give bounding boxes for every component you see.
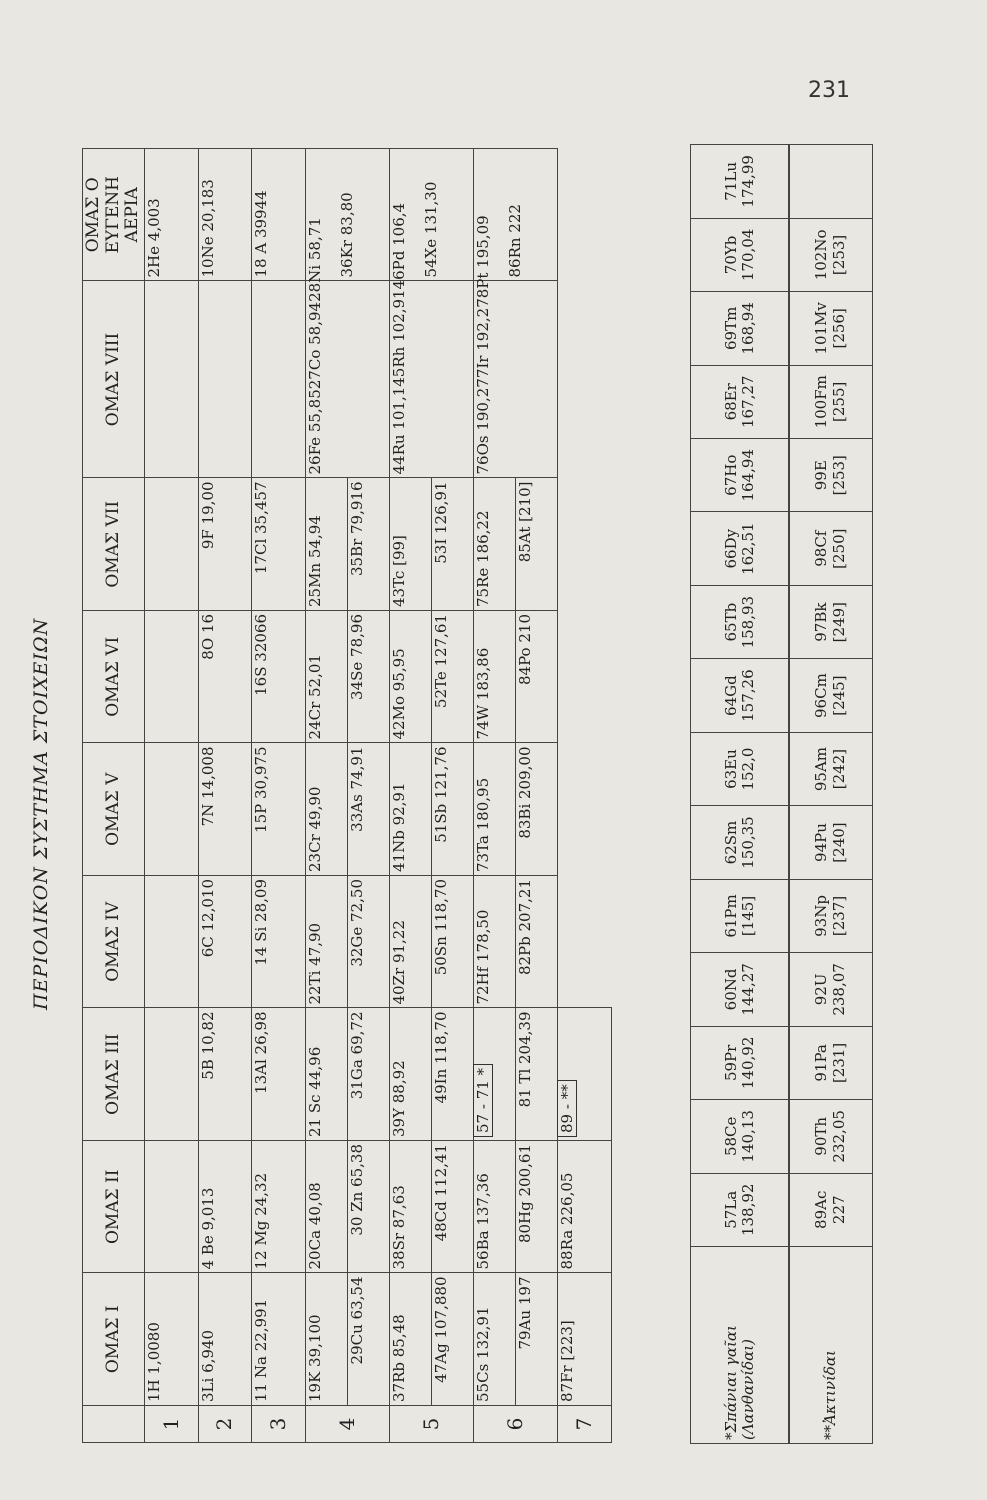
- element-cell: 83Bi 209,00: [516, 743, 558, 876]
- group-1-header: ΟΜΑΣ I: [83, 1273, 145, 1406]
- element-cell: 94Pu [240]: [789, 806, 873, 879]
- element-cell: 63Eu 152,0: [691, 732, 790, 805]
- element-cell: 36Kr 83,80: [306, 149, 390, 282]
- element-cell: 50Sn 118,70: [432, 876, 474, 1009]
- element-cell: 9F 19,00: [198, 478, 252, 611]
- actinides-table: [788, 144, 873, 1444]
- element-cell: 54Xe 131,30: [390, 149, 474, 282]
- element-cell: 70Yb 170,04: [691, 218, 790, 291]
- group-7-header: ΟΜΑΣ VII: [83, 478, 145, 611]
- element-cell: 100Fm [255]: [789, 365, 873, 438]
- element-cell: 30 Zn 65,38: [348, 1141, 390, 1274]
- element-cell: 39Y 88,92: [390, 1008, 432, 1141]
- period-header: [83, 1406, 145, 1443]
- element-cell: 99E [253]: [789, 439, 873, 512]
- element-cell: 21 Sc 44,96: [306, 1008, 348, 1141]
- element-cell: 8O 16: [198, 611, 252, 744]
- element-cell: [474, 1008, 516, 1141]
- element-cell: 6C 12,010: [198, 876, 252, 1009]
- element-cell: 98Cf [250]: [789, 512, 873, 585]
- group-2-header: ΟΜΑΣ II: [83, 1141, 145, 1274]
- element-cell: 84Po 210: [516, 611, 558, 744]
- element-cell: 101Mv [256]: [789, 292, 873, 365]
- element-cell: 67Ho 164,94: [691, 439, 790, 512]
- group-0-header: ΟΜΑΣ Ο ΕΥΓΕΝΗ ΑΕΡΙΑ: [83, 149, 145, 282]
- element-cell: 95Am [242]: [789, 732, 873, 805]
- element-cell: 12 Mg 24,32: [252, 1141, 306, 1274]
- table-row: [252, 149, 306, 1443]
- element-cell: 60Nd 144,27: [691, 953, 790, 1026]
- element-cell: 15P 30,975: [252, 743, 306, 876]
- element-cell: 37Rb 85,48: [390, 1273, 432, 1406]
- element-cell: 49In 118,70: [432, 1008, 474, 1141]
- element-cell: 41Nb 92,91: [390, 743, 432, 876]
- element-cell: 102No [253]: [789, 218, 873, 291]
- element-cell: 48Cd 112,41: [432, 1141, 474, 1274]
- table-row: [789, 145, 873, 1444]
- element-cell: 5B 10,82: [198, 1008, 252, 1141]
- table-row: [144, 149, 198, 1443]
- lanthanides-table: [690, 144, 790, 1444]
- element-cell: 14 Si 28,09: [252, 876, 306, 1009]
- element-cell: 23Cr 49,90: [306, 743, 348, 876]
- table-row: [198, 149, 252, 1443]
- element-cell: 65Tb 158,93: [691, 585, 790, 658]
- element-cell: 69Tm 168,94: [691, 292, 790, 365]
- element-cell: 40Zr 91,22: [390, 876, 432, 1009]
- element-cell: 58Ce 140,13: [691, 1100, 790, 1173]
- group-3-header: ΟΜΑΣ III: [83, 1008, 145, 1141]
- element-cell: 33As 74,91: [348, 743, 390, 876]
- element-cell: 18 A 39944: [252, 149, 306, 282]
- table-row: [306, 149, 348, 1443]
- actinides-label: **Ἀκτινίδαι: [789, 1247, 873, 1444]
- period-label: 5: [390, 1406, 474, 1443]
- element-cell: 56Ba 137,36: [474, 1141, 516, 1274]
- element-cell: 74W 183,86: [474, 611, 516, 744]
- element-cell: 10Ne 20,183: [198, 149, 252, 282]
- element-cell: 19K 39,100: [306, 1273, 348, 1406]
- element-cell: 96Cm [245]: [789, 659, 873, 732]
- element-cell: 53I 126,91: [432, 478, 474, 611]
- element-cell: 29Cu 63,54: [348, 1273, 390, 1406]
- group-4-header: ΟΜΑΣ IV: [83, 876, 145, 1009]
- element-cell: 22Ti 47,90: [306, 876, 348, 1009]
- lanthanides-label: *Σπάνιαι γαῖαι (Λανθανίδαι): [691, 1247, 790, 1444]
- period-label: 3: [252, 1406, 306, 1443]
- periodic-table: [82, 148, 612, 1443]
- period-label: 6: [474, 1406, 558, 1443]
- element-cell: 90Th 232,05: [789, 1100, 873, 1173]
- page-number: 231: [808, 78, 850, 103]
- group-6-header: ΟΜΑΣ VI: [83, 611, 145, 744]
- element-cell: 87Fr [223]: [558, 1273, 612, 1406]
- element-cell: 85At [210]: [516, 478, 558, 611]
- element-cell: 3Li 6,940: [198, 1273, 252, 1406]
- element-cell: 4 Be 9,013: [198, 1141, 252, 1274]
- period-label: 2: [198, 1406, 252, 1443]
- element-cell: 61Pm [145]: [691, 879, 790, 952]
- element-cell: 91Pa [231]: [789, 1026, 873, 1099]
- actinide-ref-box: 89 - **: [557, 1080, 577, 1137]
- element-cell: 72Hf 178,50: [474, 876, 516, 1009]
- element-cell: 75Re 186,22: [474, 478, 516, 611]
- element-cell: 80Hg 200,61: [516, 1141, 558, 1274]
- page-title: ΠΕΡΙΟΔΙΚΟΝ ΣΥΣΤΗΜΑ ΣΤΟΙΧΕΙΩΝ: [30, 617, 52, 1010]
- element-cell: 38Sr 87,63: [390, 1141, 432, 1274]
- element-cell: 93Np [237]: [789, 879, 873, 952]
- element-cell: 81 Tl 204,39: [516, 1008, 558, 1141]
- group-8-cell: 26Fe 55,85 27Co 58,94 28Ni 58,71: [306, 281, 390, 478]
- element-cell: 7N 14,008: [198, 743, 252, 876]
- element-cell: 34Se 78,96: [348, 611, 390, 744]
- table-row: [558, 149, 612, 1443]
- element-cell: 97Bk [249]: [789, 585, 873, 658]
- period-label: 1: [144, 1406, 198, 1443]
- element-cell: [558, 1008, 612, 1141]
- element-cell: 79Au 197: [516, 1273, 558, 1406]
- element-cell: 13Al 26,98: [252, 1008, 306, 1141]
- element-cell: 31Ga 69,72: [348, 1008, 390, 1141]
- group-8-cell: 44Ru 101,1 45Rh 102,91 46Pd 106,4: [390, 281, 474, 478]
- element-cell: 64Gd 157,26: [691, 659, 790, 732]
- group-8-cell: 76Os 190,2 77Ir 192,2 78Pt 195,09: [474, 281, 558, 478]
- element-cell: 17Cl 35,457: [252, 478, 306, 611]
- element-cell: 89Ac 227: [789, 1173, 873, 1246]
- element-cell: 24Cr 52,01: [306, 611, 348, 744]
- element-cell: 73Ta 180,95: [474, 743, 516, 876]
- element-cell: 68Er 167,27: [691, 365, 790, 438]
- element-cell: 47Ag 107,880: [432, 1273, 474, 1406]
- element-cell: 25Mn 54,94: [306, 478, 348, 611]
- element-cell: 62Sm 150,35: [691, 806, 790, 879]
- element-cell: 51Sb 121,76: [432, 743, 474, 876]
- element-cell: 43Tc [99]: [390, 478, 432, 611]
- element-cell: 35Br 79,916: [348, 478, 390, 611]
- element-cell: 42Mo 95,95: [390, 611, 432, 744]
- table-row: [474, 149, 516, 1443]
- element-cell: 52Te 127,61: [432, 611, 474, 744]
- element-cell: 71Lu 174,99: [691, 145, 790, 219]
- element-cell: 11 Na 22,991: [252, 1273, 306, 1406]
- table-row: [691, 145, 790, 1444]
- element-cell: 16S 32066: [252, 611, 306, 744]
- element-cell: 88Ra 226,05: [558, 1141, 612, 1274]
- element-cell: 82Pb 207,21: [516, 876, 558, 1009]
- element-cell: 92U 238,07: [789, 953, 873, 1026]
- element-cell: 2He 4,003: [144, 149, 198, 282]
- element-cell: 55Cs 132,91: [474, 1273, 516, 1406]
- element-cell: 66Dy 162,51: [691, 512, 790, 585]
- lanthanide-ref-box: 57 - 71 *: [473, 1064, 493, 1137]
- group-8-header: ΟΜΑΣ VIII: [83, 281, 145, 478]
- element-cell: 1H 1,0080: [144, 1273, 198, 1406]
- group-5-header: ΟΜΑΣ V: [83, 743, 145, 876]
- period-label: 4: [306, 1406, 390, 1443]
- element-cell: 59Pr 140,92: [691, 1026, 790, 1099]
- element-cell: 32Ge 72,50: [348, 876, 390, 1009]
- element-cell: 86Rn 222: [474, 149, 558, 282]
- element-cell: 57La 138,92: [691, 1173, 790, 1246]
- table-row: [390, 149, 432, 1443]
- period-label: 7: [558, 1406, 612, 1443]
- element-cell: 20Ca 40,08: [306, 1141, 348, 1274]
- table-header-row: [83, 149, 145, 1443]
